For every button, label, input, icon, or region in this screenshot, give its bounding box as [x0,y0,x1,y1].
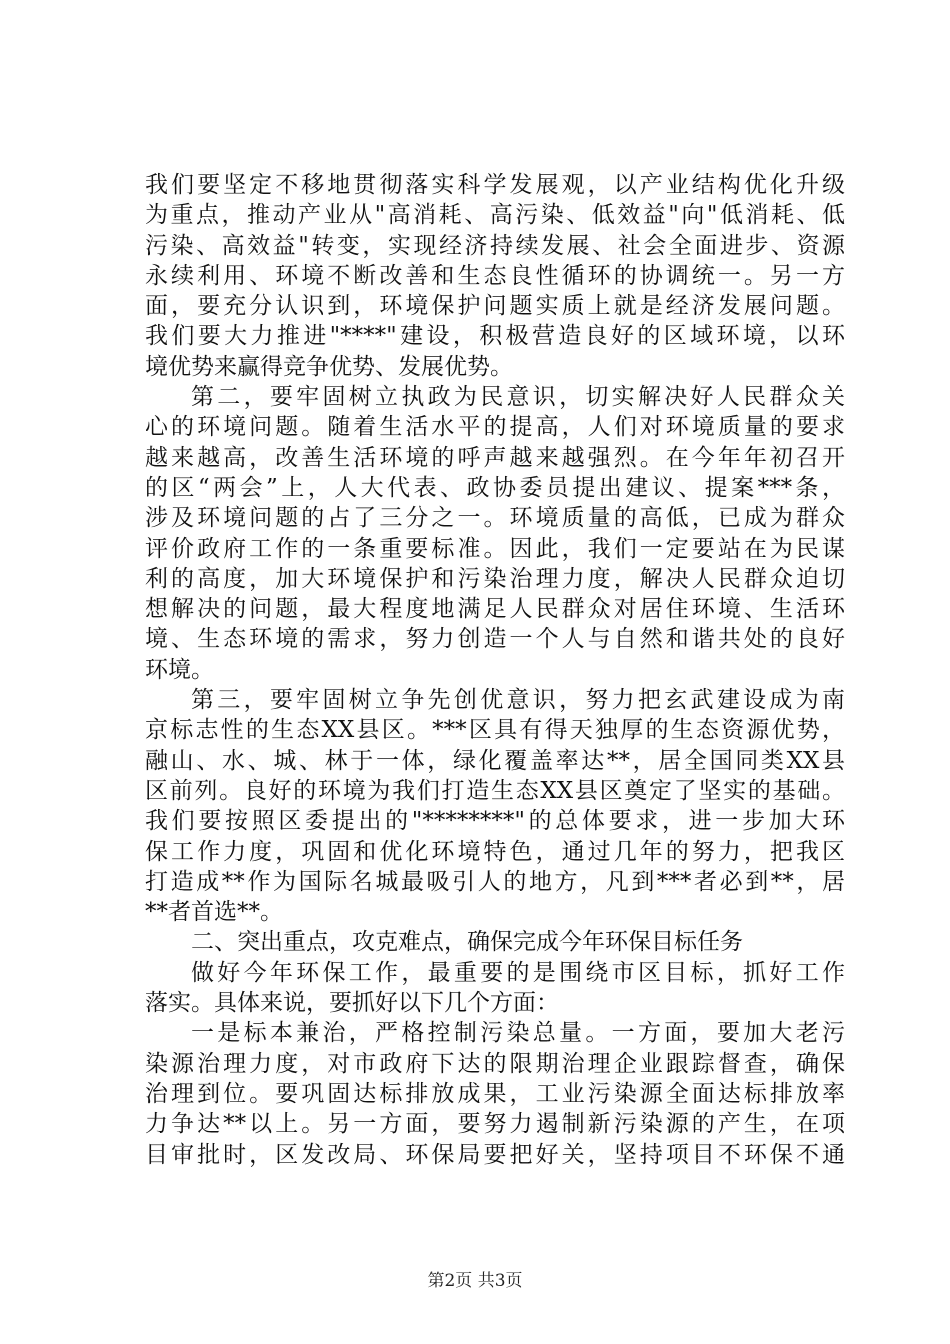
text-line: 保工作力度，巩固和优化环境特色，通过几年的努力，把我区 [145,838,845,865]
text-line: 治理到位。要巩固达标排放成果，工业污染源全面达标排放率 [145,1080,845,1107]
text-line: 永续利用、环境不断改善和生态良性循环的协调统一。另一方 [145,262,845,289]
text-line: 心的环境问题。随着生活水平的提高，人们对环境质量的要求 [145,414,845,441]
paragraph-start-line: 一是标本兼治，严格控制污染总量。一方面，要加大老污 [191,1020,845,1047]
text-line: 污染、高效益"转变，实现经济持续发展、社会全面进步、资源 [145,232,845,259]
paragraph-start-line: 做好今年环保工作，最重要的是围绕市区目标，抓好工作 [191,959,845,986]
text-line: 面，要充分认识到，环境保护问题实质上就是经济发展问题。 [145,293,845,320]
section-heading: 二、突出重点，攻克难点，确保完成今年环保目标任务 [191,929,743,956]
text-line: 为重点，推动产业从"高消耗、高污染、低效益"向"低消耗、低 [145,202,845,229]
text-line: 融山、水、城、林于一体，绿化覆盖率达**，居全国同类XX县 [145,747,845,774]
text-line: 落实。具体来说，要抓好以下几个方面： [145,990,559,1017]
text-line: 区前列。良好的环境为我们打造生态XX县区奠定了坚实的基础。 [145,777,845,804]
text-line: 环境。 [145,656,214,683]
text-line: 力争达**以上。另一方面，要努力遏制新污染源的产生，在项 [145,1111,845,1138]
text-line: 评价政府工作的一条重要标准。因此，我们一定要站在为民谋 [145,535,845,562]
text-line: 染源治理力度，对市政府下达的限期治理企业跟踪督查，确保 [145,1050,845,1077]
text-line: **者首选**。 [145,899,283,926]
text-line: 打造成**作为国际名城最吸引人的地方，凡到***者必到**，居 [145,868,845,895]
text-line: 想解决的问题，最大程度地满足人民群众对居住环境、生活环 [145,596,845,623]
page-footer: 第2页 共3页 [427,1271,523,1291]
text-line: 境、生态环境的需求，努力创造一个人与自然和谐共处的良好 [145,626,845,653]
document-body [145,170,845,1170]
paragraph-start-line: 第三，要牢固树立争先创优意识，努力把玄武建设成为南 [191,687,845,714]
text-line: 越来越高，改善生活环境的呼声越来越强烈。在今年年初召开 [145,444,845,471]
text-line: 的区“两会”上，人大代表、政协委员提出建议、提案***条， [145,474,845,501]
text-line: 涉及环境问题的占了三分之一。环境质量的高低，已成为群众 [145,505,845,532]
text-line: 我们要大力推进"****"建设，积极营造良好的区域环境，以环 [145,323,845,350]
text-line: 我们要坚定不移地贯彻落实科学发展观，以产业结构优化升级 [145,172,845,198]
paragraph-start-line: 第二，要牢固树立执政为民意识，切实解决好人民群众关 [191,384,845,411]
text-line: 利的高度，加大环境保护和污染治理力度，解决人民群众迫切 [145,565,845,592]
text-line: 京标志性的生态XX县区。***区具有得天独厚的生态资源优势， [145,717,845,744]
text-line: 境优势来赢得竞争优势、发展优势。 [145,353,513,380]
text-line: 我们要按照区委提出的"********"的总体要求，进一步加大环 [145,808,845,835]
text-line: 目审批时，区发改局、环保局要把好关，坚持项目不环保不通 [145,1141,845,1168]
